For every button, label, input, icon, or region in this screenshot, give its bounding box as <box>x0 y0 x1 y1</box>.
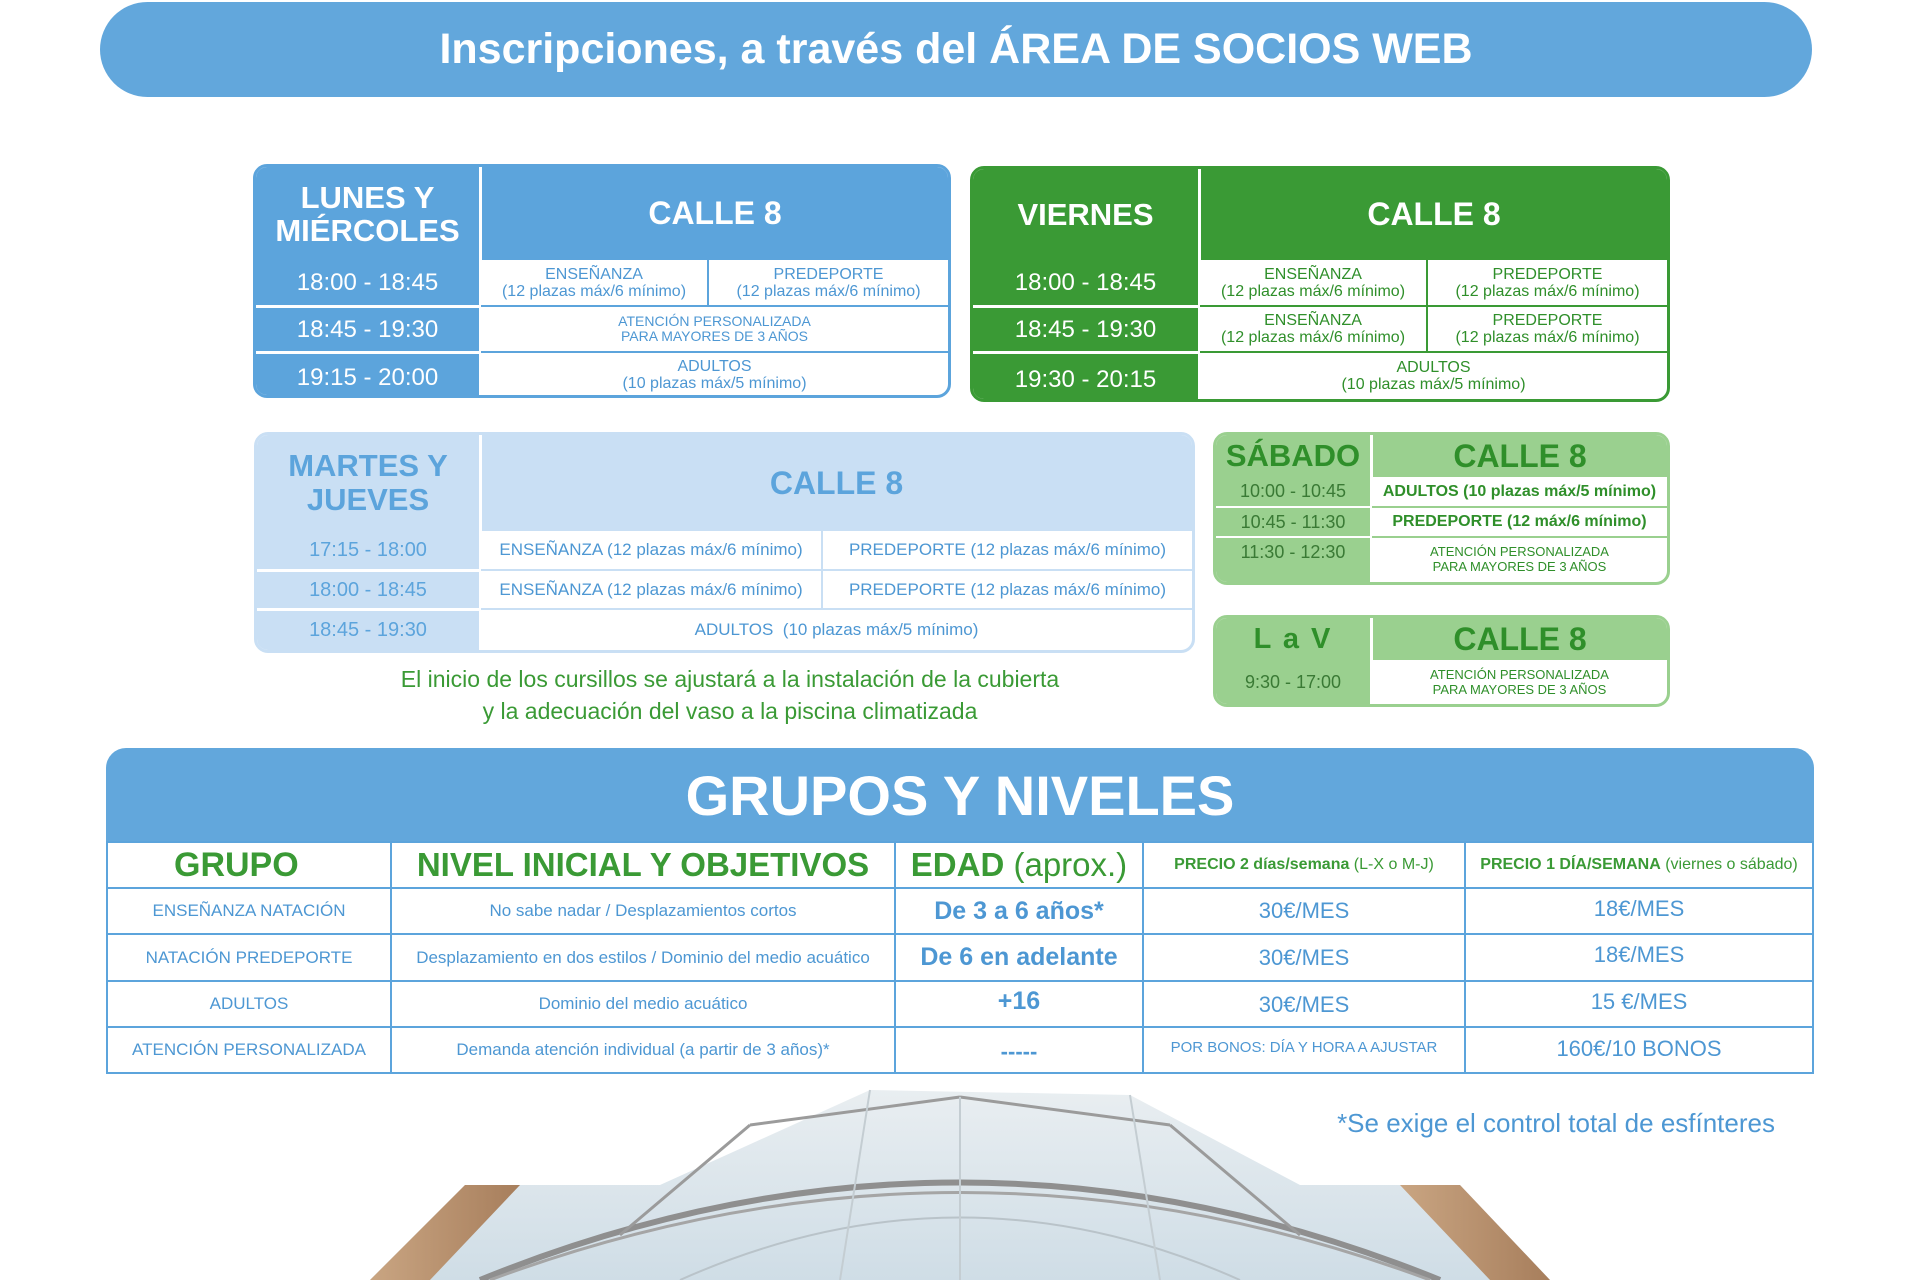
groups-table <box>106 841 1814 1074</box>
table-row-grupo <box>108 982 390 1026</box>
lane-label: CALLE 8 <box>648 195 782 231</box>
table-row-edad <box>896 1028 1142 1076</box>
class-name: ENSEÑANZA <box>1264 312 1362 329</box>
table-row-nivel <box>392 1028 894 1072</box>
table-row-precio-2 <box>1144 982 1464 1028</box>
time-label: 10:45 - 11:30 <box>1240 511 1346 532</box>
class-name: ATENCIÓN PERSONALIZADA <box>1430 667 1609 682</box>
header-label-suffix: (aprox.) <box>1004 846 1128 883</box>
day-header <box>1216 618 1370 660</box>
time-label: 18:45 - 19:30 <box>296 315 439 343</box>
time-slot <box>1216 508 1370 536</box>
footnote: *Se exige el control total de esfínteres <box>1337 1108 1775 1138</box>
registration-banner <box>100 2 1812 97</box>
header-label: NIVEL INICIAL Y OBJETIVOS <box>416 846 870 883</box>
cell-text: Dominio del medio acuático <box>538 994 748 1013</box>
class-capacity: (12 plazas máx/6 mínimo) <box>501 282 687 300</box>
class-name: ADULTOS (10 plazas máx/5 mínimo) <box>1382 482 1657 500</box>
class-predeporte <box>1372 508 1667 536</box>
class-detail: PARA MAYORES DE 3 AÑOS <box>1432 559 1607 574</box>
class-predeporte <box>823 531 1192 569</box>
time-label: 10:00 - 10:45 <box>1239 481 1347 501</box>
cell-text: 30€/MES <box>1258 944 1350 970</box>
time-slot <box>257 572 479 608</box>
cell-text: Desplazamiento en dos estilos / Dominio del medio acuático <box>416 947 870 967</box>
table-row-precio-2 <box>1144 935 1464 980</box>
day-line-2: MIÉRCOLES <box>275 212 460 248</box>
time-slot <box>256 260 479 305</box>
schedule-lav <box>1213 615 1670 707</box>
table-row-grupo <box>108 889 390 933</box>
class-capacity: (12 plazas máx/6 mínimo) <box>736 282 921 300</box>
class-predeporte <box>823 571 1192 608</box>
class-predeporte <box>1428 260 1667 305</box>
cell-text: ADULTOS <box>209 994 289 1013</box>
header-label-suffix: (viernes o sábado) <box>1660 856 1798 873</box>
pool-roof-photo <box>370 1085 1550 1280</box>
time-label: 18:45 - 19:30 <box>309 619 427 641</box>
cell-text: No sabe nadar / Desplazamientos cortos <box>489 901 797 920</box>
time-label: 18:00 - 18:45 <box>309 578 427 601</box>
time-slot <box>256 308 479 351</box>
class-capacity: (10 plazas máx/5 mínimo) <box>1341 376 1526 393</box>
header-precio-1 <box>1466 843 1812 887</box>
table-row-nivel <box>392 982 894 1026</box>
table-row-precio-1 <box>1466 1028 1812 1070</box>
header-label: EDAD <box>910 846 1005 883</box>
cell-text: POR BONOS: DÍA Y HORA A AJUSTAR <box>1170 1038 1438 1056</box>
schedule-lunes-miercoles <box>253 164 951 398</box>
cell-text: 18€/MES <box>1593 896 1685 921</box>
day-line-1: MARTES Y <box>288 448 448 483</box>
time-slot <box>1216 660 1370 704</box>
banner-text: Inscripciones, a través del ÁREA DE SOCIOS WEB <box>439 25 1473 73</box>
class-detail: PARA MAYORES DE 3 AÑOS <box>1432 682 1607 697</box>
day-label: L a V <box>1253 622 1333 655</box>
time-slot <box>973 354 1198 402</box>
table-row-grupo <box>108 1028 390 1072</box>
table-row-edad <box>896 982 1142 1020</box>
time-slot <box>256 354 479 398</box>
class-name: PREDEPORTE <box>1492 312 1603 329</box>
lane-label: CALLE 8 <box>1453 437 1587 474</box>
time-label: 11:30 - 12:30 <box>1240 542 1346 562</box>
header-label: GRUPO <box>174 845 299 884</box>
class-name: PREDEPORTE (12 máx/6 mínimo) <box>1392 513 1647 530</box>
header-label-suffix: (L-X o M-J) <box>1349 856 1434 873</box>
class-capacity: (12 plazas máx/6 mínimo) <box>1220 282 1406 300</box>
cell-text: De 3 a 6 años* <box>934 896 1104 925</box>
class-atencion <box>1372 538 1667 580</box>
time-label: 18:45 - 19:30 <box>1014 315 1157 343</box>
class-name: ENSEÑANZA (12 plazas máx/6 mínimo) <box>499 579 803 599</box>
time-slot <box>973 260 1198 305</box>
class-capacity: (12 plazas máx/6 mínimo) <box>1455 282 1640 300</box>
schedule-viernes <box>970 166 1670 402</box>
class-ensenanza <box>481 260 707 305</box>
class-detail: PARA MAYORES DE 3 AÑOS <box>621 328 808 344</box>
groups-title <box>106 748 1814 843</box>
class-capacity: (12 plazas máx/6 mínimo) <box>1220 329 1406 346</box>
header-label: PRECIO 2 días/semana <box>1174 856 1350 873</box>
lane-label: CALLE 8 <box>1453 620 1587 657</box>
day-line-1: LUNES Y <box>300 179 435 215</box>
cell-text: +16 <box>997 986 1041 1015</box>
cell-text: 30€/MES <box>1258 898 1350 923</box>
time-label: 19:15 - 20:00 <box>296 363 439 391</box>
class-name: ADULTOS <box>1396 359 1471 376</box>
class-capacity: (10 plazas máx/5 mínimo) <box>622 375 807 392</box>
header-label: PRECIO 1 DÍA/SEMANA <box>1480 856 1661 873</box>
class-adultos <box>1200 353 1667 399</box>
lane-label: CALLE 8 <box>1367 196 1501 232</box>
cell-text: Demanda atención individual (a partir de 3 años)* <box>456 1040 830 1059</box>
table-row-precio-1 <box>1466 982 1812 1022</box>
class-name: ATENCIÓN PERSONALIZADA <box>1430 544 1609 559</box>
class-ensenanza <box>1200 260 1426 305</box>
class-name: PREDEPORTE (12 plazas máx/6 mínimo) <box>848 579 1167 599</box>
time-label: 18:00 - 18:45 <box>1014 268 1157 296</box>
cell-text: 30€/MES <box>1258 992 1350 1017</box>
schedule-martes-jueves <box>254 432 1195 653</box>
class-adultos <box>481 610 1192 650</box>
groups-title-text: GRUPOS Y NIVELES <box>685 764 1235 827</box>
day-header <box>256 167 479 260</box>
time-slot <box>257 611 479 650</box>
day-label: VIERNES <box>1017 196 1154 232</box>
class-adultos <box>481 353 948 397</box>
day-header <box>973 169 1198 260</box>
cell-text: 160€/10 BONOS <box>1556 1036 1722 1061</box>
header-grupo <box>108 843 390 887</box>
day-line-2: JUEVES <box>306 482 430 517</box>
time-label: 18:00 - 18:45 <box>296 268 439 296</box>
table-row-nivel <box>392 889 894 933</box>
note-line-2: y la adecuación del vaso a la piscina climatizada <box>482 698 978 724</box>
class-ensenanza <box>481 531 821 569</box>
class-name: ADULTOS <box>677 358 752 375</box>
class-name: ENSEÑANZA <box>545 265 643 283</box>
time-slot <box>1216 477 1370 506</box>
table-row-nivel <box>392 935 894 980</box>
note-line-1: El inicio de los cursillos se ajustará a la instalación de la cubierta <box>400 666 1060 692</box>
lane-header <box>1373 618 1667 660</box>
schedule-sabado <box>1213 432 1670 585</box>
cell-text: 18€/MES <box>1593 942 1685 967</box>
header-nivel <box>392 843 894 887</box>
class-ensenanza <box>481 571 821 608</box>
class-name: PREDEPORTE <box>773 265 884 283</box>
lane-header <box>1201 169 1667 260</box>
time-slot <box>1216 538 1370 582</box>
class-adultos <box>1372 477 1667 506</box>
lane-header <box>481 435 1192 531</box>
cell-text: ATENCIÓN PERSONALIZADA <box>132 1040 366 1059</box>
class-name: ATENCIÓN PERSONALIZADA <box>618 313 811 329</box>
lane-label: CALLE 8 <box>769 464 904 501</box>
table-row-precio-1 <box>1466 935 1812 975</box>
class-capacity: (12 plazas máx/6 mínimo) <box>1455 329 1640 346</box>
table-row-precio-2 <box>1144 889 1464 933</box>
table-row-edad <box>896 889 1142 933</box>
day-label: SÁBADO <box>1225 438 1361 473</box>
class-ensenanza <box>1200 307 1426 351</box>
cell-text: 15 €/MES <box>1590 989 1688 1014</box>
cell-text: ----- <box>1000 1039 1038 1064</box>
class-name: ENSEÑANZA <box>1264 265 1362 283</box>
cell-text: NATACIÓN PREDEPORTE <box>145 947 353 967</box>
table-row-precio-1 <box>1466 889 1812 929</box>
class-name: ENSEÑANZA (12 plazas máx/6 mínimo) <box>499 540 803 559</box>
table-row-edad <box>896 935 1142 980</box>
header-edad <box>896 843 1142 887</box>
time-slot <box>257 531 479 569</box>
lane-header <box>1373 435 1667 477</box>
lane-header <box>482 167 948 260</box>
time-label: 9:30 - 17:00 <box>1244 671 1342 692</box>
class-predeporte <box>1428 307 1667 351</box>
table-row-precio-2 <box>1144 1028 1464 1066</box>
time-slot <box>973 308 1198 351</box>
start-note <box>290 663 1170 727</box>
cell-text: ENSEÑANZA NATACIÓN <box>152 901 346 920</box>
class-atencion <box>1372 660 1667 704</box>
class-name: PREDEPORTE <box>1492 265 1603 283</box>
class-atencion <box>481 307 948 351</box>
class-name: PREDEPORTE (12 plazas máx/6 mínimo) <box>848 540 1167 559</box>
day-header <box>257 435 479 531</box>
pool-roof-image <box>370 1085 1550 1280</box>
class-predeporte <box>709 260 948 305</box>
time-label: 19:30 - 20:15 <box>1014 365 1157 393</box>
time-label: 17:15 - 18:00 <box>309 538 427 561</box>
table-row-grupo <box>108 935 390 980</box>
header-precio-2 <box>1144 843 1464 887</box>
class-name: ADULTOS (10 plazas máx/5 mínimo) <box>694 620 979 639</box>
cell-text: De 6 en adelante <box>920 943 1118 971</box>
day-header <box>1216 435 1370 477</box>
